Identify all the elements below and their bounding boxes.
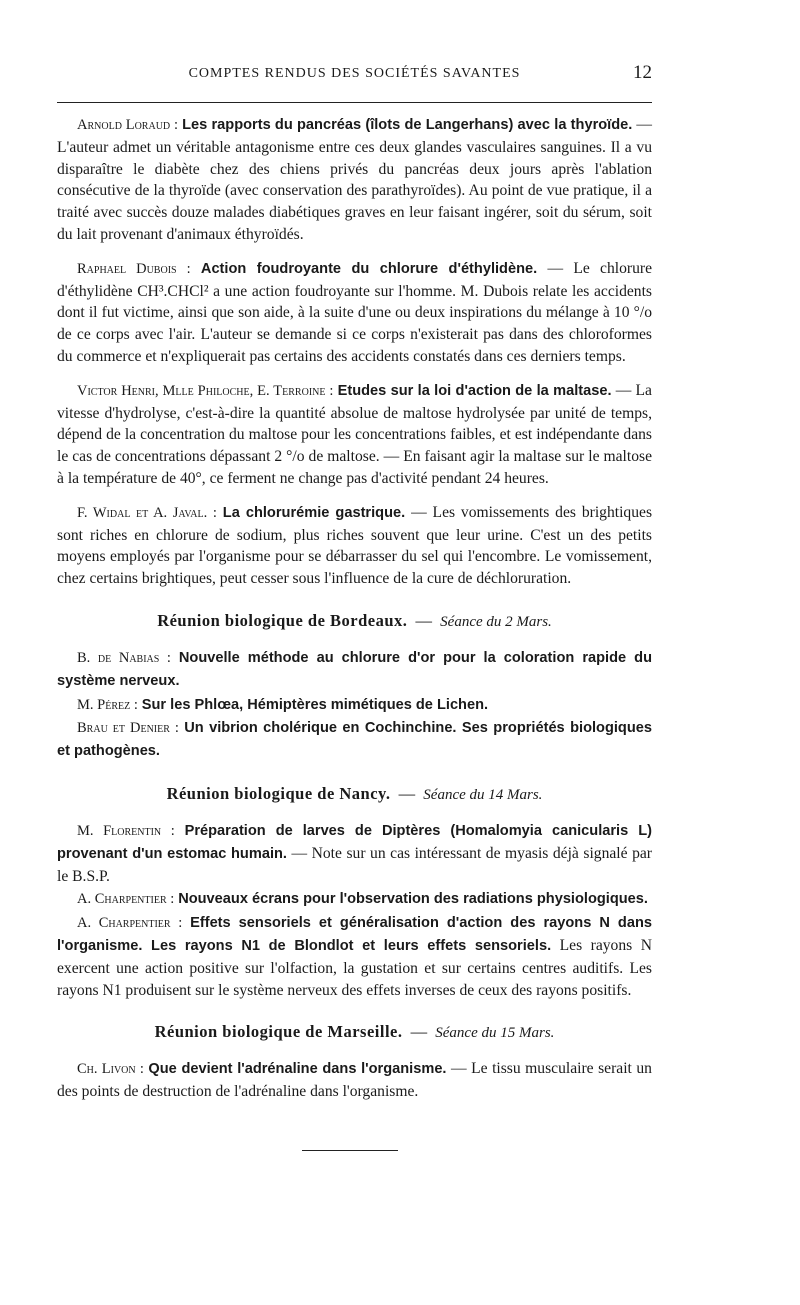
entry-author: Ch. Livon :	[77, 1061, 144, 1078]
section-name: Réunion biologique de Bordeaux.	[157, 610, 408, 630]
entry-title: Etudes sur la loi d'action de la maltase.	[337, 382, 612, 399]
entry-author: M. Florentin :	[77, 822, 175, 839]
entry-perez	[57, 694, 652, 717]
entry-dubois	[57, 258, 652, 368]
section-name: Réunion biologique de Marseille.	[154, 1022, 403, 1042]
section-heading-nancy: Réunion biologique de Nancy. — Séance du 14 Mars.	[166, 783, 543, 803]
entry-loraud	[57, 114, 652, 246]
entry-author: M. Pérez :	[77, 696, 138, 713]
entry-abstract: — La vitesse d'hydrolyse, c'est-à-dire la quantité absolue de maltose hydrolysée par unité de temps, dépend de la concentration du maltose pour les concentrations faibles, et est indépendante dans le cas de concentrations dépassant 2 °/o de maltose. — En faisant agir la maltase sur le maltose à la température de 40°, ce ferment ne change pas d'activité pendant 24 heures.	[57, 381, 652, 487]
entry-author: Brau et Denier :	[77, 720, 179, 737]
entry-author: A. Charpentier :	[77, 891, 175, 908]
entry-abstract: — Le tissu musculaire serait un des points de destruction de l'adrénaline dans l'organisme.	[57, 1060, 652, 1101]
entry-title: Les rapports du pancréas (îlots de Langerhans) avec la thyroïde.	[182, 117, 633, 133]
entry-henri	[57, 380, 652, 490]
entry-title: Action foudroyante du chlorure d'éthylidène.	[200, 260, 538, 277]
running-head-title: COMPTES RENDUS DES SOCIÉTÉS SAVANTES	[188, 66, 521, 81]
entry-title: Effets sensoriels et généralisation d'action des rayons N dans l'organisme. Les rayons N1 de Blondlot et leurs effets sensoriels.	[57, 915, 652, 954]
page-number: 12	[633, 62, 652, 83]
running-head	[57, 62, 652, 86]
entry-title: Un vibrion cholérique en Cochinchine. Ses propriétés biologiques et pathogènes.	[57, 720, 652, 760]
section-date: Séance du 15 Mars.	[435, 1025, 555, 1042]
entry-author: Arnold Loraud :	[77, 117, 178, 133]
entry-charpentier-2	[57, 912, 652, 1001]
entry-author: F. Widal et A. Javal. :	[77, 504, 217, 521]
entry-abstract: — L'auteur admet un véritable antagonisme entre ces deux glandes vasculaires sanguines. Il a vu disparaître le diabète chez des chiens privés du pancréas deux jours après l'ablation consécutive de la thyroïde (avec conservation des parathyroïdes). Au point de vue pratique, il a traité avec succès douze malades diabétiques graves en leur faisant ingérer, soit du sérum, soit du lait provenant d'animaux éthyroïdés.	[57, 116, 652, 243]
entry-author: Raphael Dubois :	[77, 260, 191, 277]
section-date: Séance du 2 Mars.	[440, 613, 552, 630]
header-rule	[57, 102, 652, 103]
entry-title: Nouvelle méthode au chlorure d'or pour la coloration rapide du système nerveux.	[57, 649, 652, 689]
entry-author: A. Charpentier :	[77, 915, 183, 932]
section-heading-marseille: Réunion biologique de Marseille. — Séance du 15 Mars.	[154, 1022, 555, 1042]
entry-title: Sur les Phlœa, Hémiptères mimétiques de Lichen.	[141, 696, 489, 713]
section-name: Réunion biologique de Nancy.	[166, 783, 391, 803]
entry-abstract: — Le chlorure d'éthylidène CH³.CHCl² a une action foudroyante sur l'homme. M. Dubois relate les accidents dont il fut victime, ainsi que son aide, à la suite d'une ou deux inspirations du mélange à 10 °/o de ce corps avec l'air. L'auteur se demande si ce corps n'existerait pas dans des chloroformes du commerce et n'expliquerait pas certains des accidents constatés dans ces derniers temps.	[57, 259, 653, 365]
entry-abstract: — Note sur un cas intéressant de myasis déjà signalé par le B.S.P.	[57, 844, 652, 885]
entry-title: Que devient l'adrénaline dans l'organisme.	[148, 1061, 447, 1078]
entry-livon	[57, 1058, 652, 1103]
entry-abstract: Les rayons N exercent une action positive sur l'olfaction, la gustation et sur certains centres auditifs. Les rayons N1 produisent sur le système nerveux des effets inverses de ceux des rayons positifs.	[57, 936, 652, 999]
text-body	[57, 114, 652, 1115]
entry-brau	[57, 717, 652, 763]
entry-author: Victor Henri, Mlle Philoche, E. Terroine :	[77, 382, 334, 399]
entry-nabias	[57, 647, 652, 693]
end-rule	[302, 1150, 398, 1151]
entry-author: B. de Nabias :	[77, 649, 171, 666]
section-date: Séance du 14 Mars.	[423, 786, 543, 803]
entry-charpentier-1	[57, 888, 652, 911]
entry-title: Nouveaux écrans pour l'observation des radiations physiologiques.	[178, 891, 648, 908]
section-heading-bordeaux: Réunion biologique de Bordeaux. — Séance du 2 Mars.	[157, 610, 552, 630]
entry-title: La chlorurémie gastrique.	[222, 504, 406, 521]
entry-title: Préparation de larves de Diptères (Homalomyia canicularis L) provenant d'un estomac humain.	[57, 822, 652, 862]
entry-abstract: — Les vomissements des brightiques sont riches en chlorure de sodium, plus riches souvent que leur urine. C'est un des petits moyens employés par l'organisme pour se débarrasser du sel qui l'encombre. Le vomissement, chez certains brightiques, peut cesser sous l'influence de la cure de déchloruration.	[57, 503, 653, 588]
entry-widal	[57, 502, 652, 590]
entry-florentin	[57, 820, 652, 887]
